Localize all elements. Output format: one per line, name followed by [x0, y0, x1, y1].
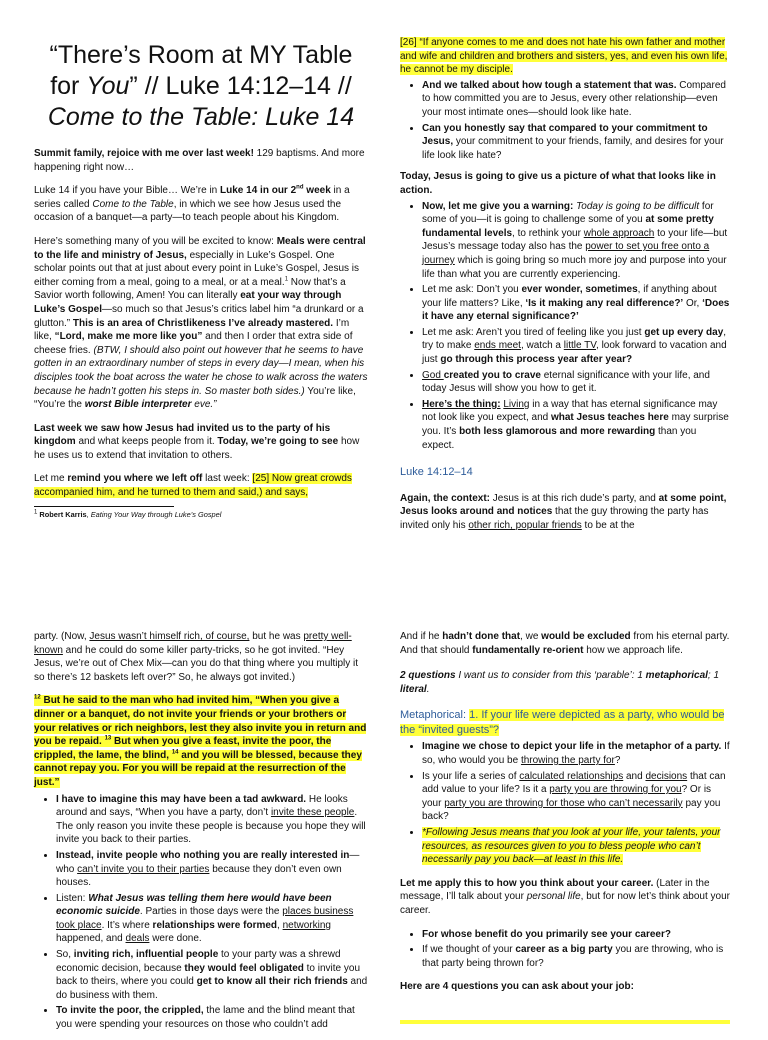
text-run: Luke 14 in our 2 — [220, 185, 297, 197]
list-item — [422, 770, 730, 824]
text-run: and you will be blessed, because they cannot repay you. For you will be repaid at the resurrection of the just.” — [34, 749, 362, 788]
text-run: Is your life a series of — [422, 770, 520, 782]
list-item — [422, 122, 730, 163]
text-run: career as a big party — [515, 944, 613, 956]
highlighted-question: 1. If your life were depicted as a party, who would be the “invited guests”? — [400, 709, 725, 737]
text-run: Let me ask: Aren’t you tired of feeling like you just — [422, 326, 645, 338]
text-run: party you are throwing for you — [549, 784, 682, 796]
text-run: Last week we saw how Jesus had invited us to the party of his kingdom — [34, 422, 331, 448]
text-run: whole approach — [583, 227, 655, 239]
text-run: Again, the context: — [400, 492, 491, 504]
text-run: This is an area of Christlikeness I’ve already mastered. — [72, 317, 334, 329]
paragraph — [400, 877, 730, 918]
text-run: , — [277, 919, 283, 931]
text-run: Let me — [34, 473, 68, 485]
text-run: and do business with them. — [56, 976, 368, 1001]
text-run: . The only reason you invite these people is because you hope they will invite you back to their parties. — [56, 807, 366, 846]
text-run: than you expect. — [422, 426, 697, 451]
bullet-list — [34, 793, 368, 1032]
text-run: Now, let me give you a warning: — [422, 200, 577, 212]
list-item — [422, 740, 730, 767]
left-column — [34, 40, 368, 520]
paragraph — [34, 147, 368, 174]
text-run: Jesus is at this rich dude’s party, and — [490, 492, 659, 504]
paragraph — [400, 36, 730, 77]
text-run: get to know all their rich friends — [196, 976, 348, 988]
list-item — [422, 928, 730, 942]
text-run: at some pretty fundamental levels — [422, 214, 714, 239]
text-run: ‘Is it making any real difference?’ — [525, 297, 684, 309]
text-run: —who — [56, 849, 360, 875]
text-run: Here’s the thing: — [422, 398, 501, 410]
text-run: and then I order that extra side of cheese fries. — [34, 331, 353, 356]
text-run: . Parties in those days were the — [139, 906, 283, 918]
text-run: to your life—but Jesus’s message today also has the — [422, 227, 728, 253]
footnote-divider — [34, 506, 174, 507]
text-run: at some point, Jesus looks around and notices — [400, 492, 727, 518]
right-column — [400, 36, 730, 543]
text-run: literal — [400, 683, 427, 695]
paragraph — [34, 694, 368, 789]
text-run: What Jesus was telling them here would have been economic suicide — [56, 892, 332, 918]
text-run: For whose benefit do you primarily see your career? — [422, 928, 671, 940]
list-item — [56, 892, 368, 946]
text-run: fundamentally re-orient — [472, 644, 584, 656]
text-run: go through this process year after year? — [440, 354, 633, 366]
text-run: Imagine we chose to depict your life in the metaphor of a party. — [422, 741, 722, 753]
text-run: (Later in the message, I’ll talk about your — [400, 877, 710, 903]
text-run: deals — [125, 933, 150, 945]
text-run: the lame and the blind meant that you were spending your resources on those who couldn’t add — [56, 1005, 355, 1031]
title-line-2a: for — [50, 72, 87, 100]
text-run: throwing the party for — [520, 754, 615, 766]
section-heading — [400, 708, 730, 738]
text-run: , to rethink your — [512, 227, 584, 239]
text-run: Today is going to be difficult — [576, 200, 700, 212]
text-run: Meals were central to the life and ministry of Jesus, — [34, 235, 366, 261]
text-run: . It’s where — [101, 919, 153, 931]
text-run: personal life — [526, 891, 581, 903]
page-gap — [0, 594, 768, 624]
text-run: that the guy throwing the party has invited only his — [400, 506, 709, 531]
footnote — [34, 510, 368, 520]
verse-number: 14 — [171, 749, 179, 756]
highlighted-scripture: [26] “If anyone comes to me and does not hate his own father and mother and wife and children and brothers and sisters, yes, and even his own life, he cannot be my disciple. — [400, 37, 728, 76]
text-run: To invite the poor, the crippled, — [56, 1005, 204, 1017]
text-run: other rich, popular friends — [468, 520, 582, 531]
left-column — [34, 630, 368, 1040]
text-run: If we thought of your — [422, 944, 516, 956]
text-run: get up every day — [644, 326, 724, 338]
text-run: and he could do some killer party-tricks, so he got invited. “Hey Jesus, we’re out of Chex Mix—can you do that thing where you multiply it so there’s 12 baskets left over?” So, he always got invited.) — [34, 644, 359, 683]
title-line-2b: You — [86, 72, 130, 100]
text-run: I’m like, — [34, 317, 350, 343]
text-run: “Lord, make me more like you” — [54, 331, 203, 343]
text-run: , we — [520, 631, 542, 642]
text-run: but he was — [249, 631, 304, 642]
paragraph — [400, 630, 730, 657]
text-run: eat your way through Luke’s Gospel — [34, 290, 342, 315]
text-run: Compared to how committed you are to Jesus, every other relationship—even your most intimate ones—should look like hate. — [422, 79, 726, 118]
paragraph — [34, 472, 368, 499]
highlight-strip — [400, 1020, 730, 1024]
text-run: I want us to consider from this ‘parable’: 1 — [455, 670, 646, 682]
text-run: God — [422, 369, 444, 381]
text-run: worst Bible interpreter — [84, 399, 192, 411]
text-run: ? — [614, 754, 621, 766]
text-run: And if he — [400, 631, 443, 642]
text-run: Eating Your Way through Luke’s Gospel — [90, 509, 222, 519]
text-run: , look forward to vacation and just — [422, 340, 727, 366]
text-run: places business took place — [56, 906, 354, 931]
text-run: . — [426, 683, 430, 695]
list-item — [56, 948, 368, 1002]
text-run: Here are 4 questions you can ask about your job: — [400, 981, 634, 993]
text-run: Summit family, rejoice with me over last week! — [34, 148, 254, 159]
text-run: But when you give a feast, invite the poor, the crippled, the lame, the blind, — [34, 736, 332, 761]
text-run: I have to imagine this may have been a tad awkward. — [56, 793, 307, 805]
text-run: and — [623, 770, 646, 782]
list-item — [422, 369, 730, 396]
list-item — [422, 826, 730, 867]
text-run: ‘Does it have any eternal significance?’ — [422, 297, 730, 323]
text-run: metaphorical — [645, 670, 708, 682]
text-run: in a series called — [34, 185, 350, 210]
highlighted-text: *Following Jesus means that you look at your life, your talents, your resources, as resources given to you to bless people who can’t necessarily pay you back—at least in this life. — [422, 826, 721, 866]
text-run: for some of you—it is going to challenge some of you — [422, 200, 714, 226]
text-run: Today, we’re going to see — [217, 436, 339, 448]
list-item — [56, 849, 368, 890]
paragraph — [34, 630, 368, 684]
text-run: decisions — [645, 770, 688, 782]
text-run: they would feel obligated — [184, 962, 304, 974]
text-run: little TV — [563, 340, 597, 352]
list-item — [422, 943, 730, 970]
right-column — [400, 630, 730, 1004]
text-run: week — [303, 185, 331, 197]
text-run: Come to the Table — [92, 198, 174, 210]
paragraph — [400, 492, 730, 533]
text-run: (BTW, I should also point out however that he seems to have gotten in an extraordinary number of steps in every day—I mean, when his disciples took the boat across the water he chose to walk across the waters because he hadn’t gotten his steps in. So master both sides.) — [34, 344, 368, 397]
text-run: So, — [56, 949, 74, 961]
text-run: and what keeps people from it. — [75, 436, 218, 448]
section-heading: Luke 14:12–14 — [400, 466, 473, 479]
text-run: calculated relationships — [519, 770, 624, 782]
text-run: , but for now let’s think about your career. — [400, 891, 731, 916]
text-run: which is going bring so much more joy and purpose into your life than what you are currently experiencing. — [422, 254, 727, 280]
text-run: last week: — [202, 473, 253, 485]
bullet-list — [400, 928, 730, 971]
text-run: Now that’s a Savior worth following, Amen! You can literally — [34, 276, 346, 302]
text-run: Listen: — [56, 892, 89, 904]
text-run: Instead, invite people who nothing you are really interested in — [56, 849, 350, 861]
document-page-2 — [0, 624, 768, 1031]
paragraph — [34, 235, 368, 412]
text-run: He looks around and says, “When you have a party, don’t — [56, 793, 348, 819]
highlighted-scripture — [34, 695, 366, 788]
text-run: , if anything about your life matters? Like, — [422, 284, 717, 309]
superscript: nd — [296, 184, 304, 191]
paragraph — [34, 422, 368, 463]
text-run: to your party was a shrewd economic decision, because — [56, 949, 341, 974]
text-run: would be excluded — [541, 631, 631, 642]
text-run: , watch a — [520, 340, 564, 352]
text-run: 129 baptisms. And more happening right now… — [34, 148, 365, 173]
text-run: that can add value to your life? Is it a — [422, 770, 726, 796]
text-run: were done. — [149, 933, 202, 945]
text-run: happened, and — [56, 933, 126, 945]
text-run: If so, who would you be — [422, 741, 730, 766]
text-run: Luke 14 if you have your Bible… We’re in — [34, 185, 221, 197]
text-run: You’re like, “You’re the — [34, 385, 356, 411]
text-run: eternal significance with your life, and today Jesus will show you how to get it. — [422, 369, 710, 395]
text-run: pay you back? — [422, 797, 721, 823]
text-run: relationships were formed — [152, 919, 278, 931]
text-run: created you to crave — [443, 369, 541, 381]
bullet-list — [400, 740, 730, 866]
text-run: because they don’t even own houses. — [56, 863, 342, 889]
text-run: ; 1 — [707, 670, 720, 682]
text-run: invite these people — [270, 807, 355, 819]
text-run: how he uses us to extend that invitation to others. — [34, 436, 360, 461]
text-run: party. (Now, — [34, 631, 90, 642]
text-run: your commitment to your friends, family, and desires for your life look like hate? — [422, 136, 724, 161]
text-run: —so much so that Jesus’s critics label him “a drunkard or a glutton.” — [34, 303, 364, 329]
list-item — [422, 398, 730, 452]
text-run: networking — [282, 919, 331, 931]
bullet-list — [400, 79, 730, 163]
text-run: Robert Karris — [37, 509, 87, 519]
text-run: Today, Jesus is going to give us a picture of what that looks like in action. — [400, 171, 716, 196]
text-run: Can you honestly say that compared to your commitment to Jesus, — [422, 122, 708, 148]
verse-number: 12 — [34, 695, 41, 702]
footnote-ref: 1 — [284, 276, 289, 283]
paragraph — [400, 980, 730, 994]
text-run: Or, — [683, 297, 703, 309]
text-run: Let me apply this to how you think about your career. — [400, 877, 654, 889]
text-run: power to set you free onto a journey — [422, 241, 710, 266]
list-item — [422, 283, 730, 324]
title-line-3: Come to the Table: Luke 14 — [47, 103, 355, 131]
list-item — [56, 1004, 368, 1031]
text-run: can’t invite you to their parties — [77, 863, 210, 875]
text-run: from his eternal party. And that should — [400, 631, 730, 656]
text-run: both less glamorous and more rewarding — [459, 426, 656, 438]
text-run: hadn’t done that — [442, 631, 521, 642]
text-run: But he said to the man who had invited him, “When you give a dinner or a banquet, do not invite your friends or your brothers or your relatives or rich neighbors, lest they also invite you in return and you be repaid. — [34, 695, 367, 748]
sermon-title — [34, 40, 368, 133]
list-item — [422, 326, 730, 367]
text-run: Living — [503, 398, 530, 410]
verse-number: 13 — [104, 735, 112, 742]
text-run: what Jesus teaches here — [550, 412, 669, 424]
text-run: ends meet — [474, 340, 521, 352]
paragraph — [400, 669, 730, 696]
text-run: pretty well-known — [34, 631, 352, 656]
text-run: to be at the — [581, 520, 635, 531]
text-run: Jesus wasn’t himself rich, of course, — [89, 631, 250, 642]
list-item — [422, 79, 730, 120]
text-run: may surprise you. It’s — [422, 412, 729, 438]
footnote-number: 1 — [34, 509, 38, 516]
bullet-list — [400, 200, 730, 453]
text-run: party you are throwing for those who can’t necessarily — [444, 797, 683, 809]
list-item — [422, 200, 730, 282]
list-item — [56, 793, 368, 847]
text-run: to invite you back to theirs, where you could — [56, 962, 361, 988]
text-run: ? Or is your — [422, 784, 712, 809]
text-run: , try to make — [422, 326, 727, 352]
text-run: in a way that has eternal significance may not look like you expect, and — [422, 398, 718, 424]
text-run: Metaphorical: — [400, 709, 470, 722]
text-run: eve.” — [191, 399, 217, 411]
text-run: And we talked about how tough a statement that was. — [422, 79, 677, 91]
title-line-1: “There’s Room at MY Table — [49, 41, 353, 69]
text-run: , in which we see how Jesus used the occasion of a banquet—a party—to teach people about his Kingdom. — [34, 198, 342, 224]
text-run: inviting rich, influential people — [73, 949, 219, 961]
highlighted-scripture: [25] Now great crowds accompanied him, and he turned to them and said,) and says, — [34, 473, 352, 499]
paragraph — [34, 184, 368, 225]
text-run: Here’s something many of you will be excited to know: — [34, 235, 277, 247]
text-run: 2 questions — [400, 670, 456, 682]
title-line-2c: ” // Luke 14:12–14 // — [129, 72, 352, 100]
text-run: especially in Luke’s Gospel. One scholar points out that at just about every point in Luke’s Gospel, Jesus is either coming from a meal, going to a meal, or at a meal. — [34, 249, 359, 288]
text-run: , — [86, 509, 91, 519]
text-run: Let me ask: Don’t you — [422, 284, 522, 296]
text-run: ever wonder, sometimes — [521, 284, 638, 296]
text-run: how we approach life. — [583, 644, 683, 656]
paragraph — [400, 170, 730, 197]
text-run: you are throwing, who is that party being thrown for? — [422, 944, 724, 969]
text-run: remind you where we left off — [67, 473, 203, 485]
